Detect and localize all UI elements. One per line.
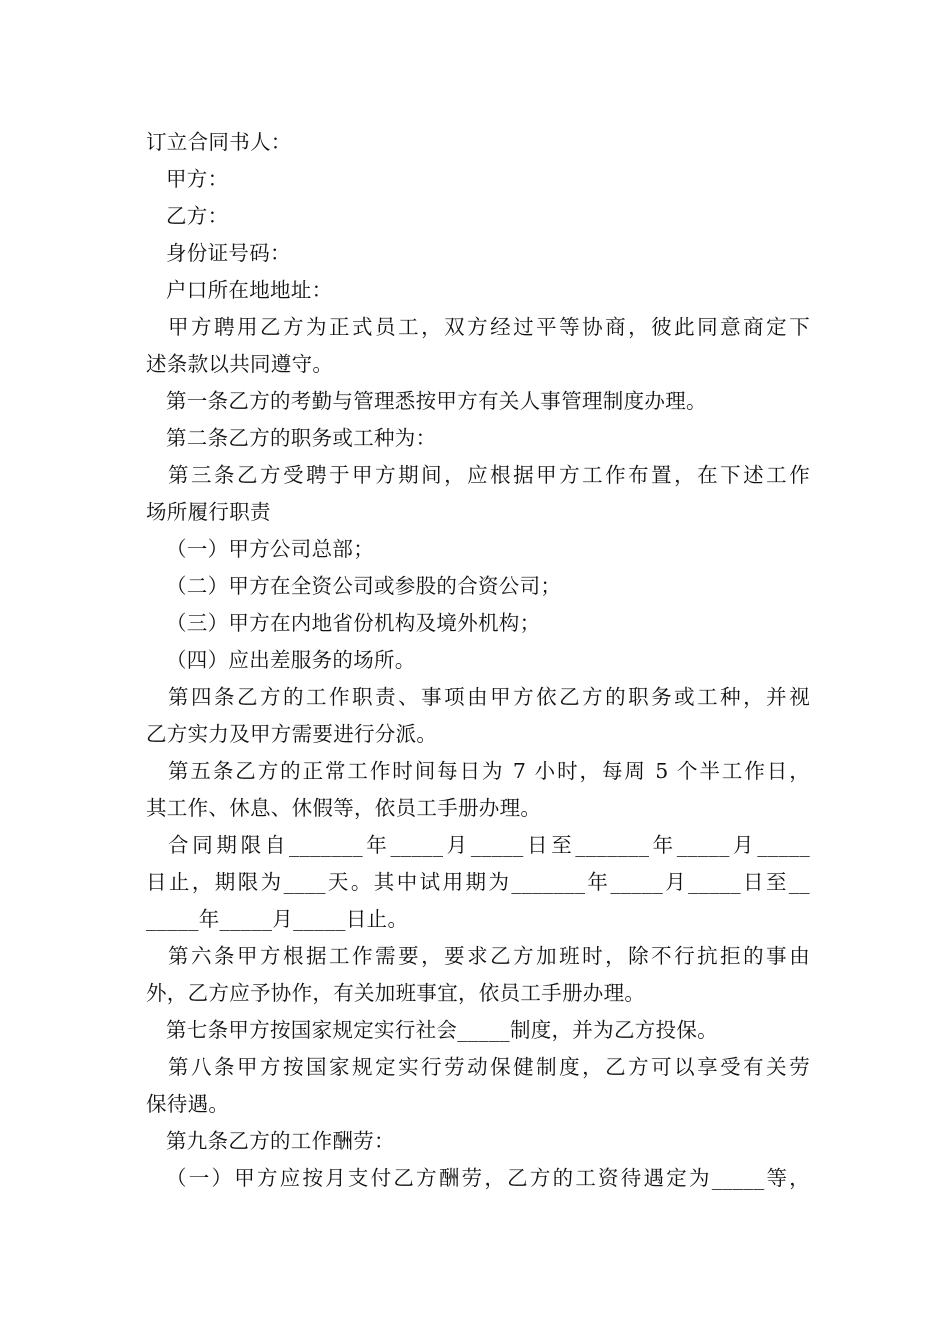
article-9-item-1: （一）甲方应按月支付乙方酬劳，乙方的工资待遇定为_____等， — [166, 1166, 810, 1190]
article-6-line-2: 外，乙方应予协作，有关加班事宜，依员工手册办理。 — [146, 981, 646, 1005]
article-3-item-4: （四）应出差服务的场所。 — [166, 648, 416, 672]
article-2: 第二条乙方的职务或工种为： — [166, 426, 437, 450]
contract-term-line-1: 合同期限自_______年_____月_____日至_______年_____月_____ — [168, 833, 810, 857]
article-8-line-1: 第八条甲方按国家规定实行劳动保健制度，乙方可以享受有关劳 — [168, 1055, 810, 1079]
article-5-line-2: 其工作、休息、休假等，依员工手册办理。 — [146, 796, 542, 820]
household-address-line: 户口所在地地址： — [166, 278, 333, 302]
article-6-line-1: 第六条甲方根据工作需要，要求乙方加班时，除不行抗拒的事由 — [168, 944, 810, 968]
article-8-line-2: 保待遇。 — [146, 1092, 230, 1116]
intro-line-2: 述条款以共同遵守。 — [146, 352, 334, 376]
contract-term-line-3: _____年_____月_____日止。 — [146, 907, 409, 931]
article-3-item-1: （一）甲方公司总部； — [166, 537, 374, 561]
contract-body — [146, 124, 810, 1197]
intro-line-1: 甲方聘用乙方为正式员工，双方经过平等协商，彼此同意商定下 — [168, 315, 810, 339]
article-4-line-1: 第四条乙方的工作职责、事项由甲方依乙方的职务或工种，并视 — [168, 685, 810, 709]
article-1: 第一条乙方的考勤与管理悉按甲方有关人事管理制度办理。 — [166, 389, 707, 413]
signers-heading: 订立合同书人： — [146, 130, 292, 154]
article-3-line-1: 第三条乙方受聘于甲方期间，应根据甲方工作布置，在下述工作 — [168, 463, 810, 487]
article-9: 第九条乙方的工作酬劳： — [166, 1129, 395, 1153]
party-b-line: 乙方： — [166, 204, 229, 228]
article-4-line-2: 乙方实力及甲方需要进行分派。 — [146, 722, 438, 746]
article-7: 第七条甲方按国家规定实行社会_____制度，并为乙方投保。 — [166, 1018, 718, 1042]
contract-term-line-2: 日止，期限为____天。其中试用期为_______年_____月_____日至__ — [146, 870, 810, 894]
id-number-line: 身份证号码： — [166, 241, 291, 265]
article-3-item-3: （三）甲方在内地省份机构及境外机构； — [166, 611, 541, 635]
party-a-line: 甲方： — [166, 167, 229, 191]
article-3-line-2: 场所履行职责 — [146, 500, 271, 524]
article-3-item-2: （二）甲方在全资公司或参股的合资公司； — [166, 574, 562, 598]
article-5-line-1: 第五条乙方的正常工作时间每日为 7 小时，每周 5 个半工作日， — [168, 759, 810, 783]
